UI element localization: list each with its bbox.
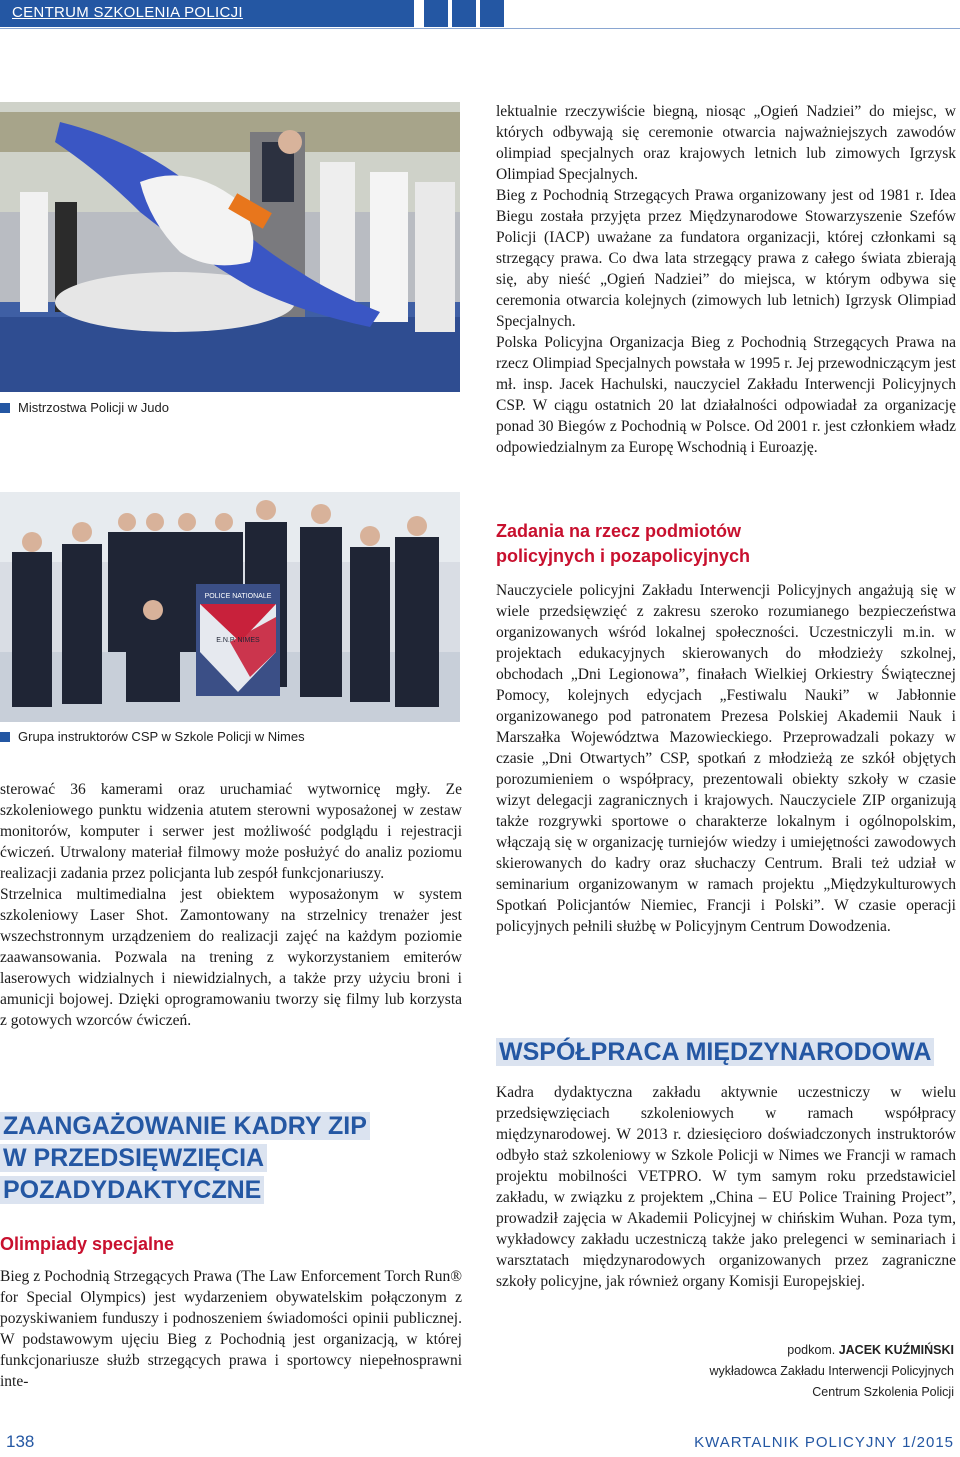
left-column-lower — [0, 1266, 462, 1392]
right-column-upper — [496, 101, 956, 458]
judo-caption-text: Mistrzostwa Policji w Judo — [18, 400, 169, 415]
section-title-line-3: POZADYDAKTYCZNE — [0, 1174, 462, 1206]
right-paragraph-4: Nauczyciele policyjni Zakładu Interwencji Policyjnych angażują się w wiele przedsięwzięć z zakresu szeroko rozumianego bezpieczeństwa organizowanych wśród lokalnej społeczności. Uczestniczyli m.in. w projektach edukacyjnych skierowanych do młodzieży szkolnej, obchodach „Dni Legionowa”, finałach Wielkiej Orkiestry Świątecznej Pomocy, kolejnych edycjach „Festiwalu Nauki” w Jabłonnie organizowanego pod patronatem Prezesa Polskiej Akademii Nauk i Marszałka Województwa Mazowieckiego. Przeprowadzali pokazy w czasie „Dni Otwartych” CSP, spotkań z młodzieżą ze szkół objętych porozumieniem o współpracy, prezentowali obiekty szkoły w czasie wizyt delegacji zagranicznych i krajowych. Nauczyciele ZIP organizują także rozgrywki sportowe o charakterze lokalnym i ogólnopolskim, włączają się w organizację turniejów wiedzy i umiejętności zawodowych skierowanych do kadry oraz słuchaczy Centrum. Brali też udział w seminarium organizowanym w ramach projektu „Międzykulturowych Spotkań Policjantów Niemiec, Francji i Polski”. W czasie operacji policyjnych pełnili służbę w Policyjnym Centrum Dowodzenia. — [496, 582, 956, 935]
sign-mid-text: E.N.P. NIMES — [216, 637, 260, 644]
right-paragraph-3: Polska Policyjna Organizacja Bieg z Pochodnią Strzegących Prawa na rzecz Olimpiad Specjalnych powstała w 1995 r. Jej przewodniczącym jest mł. insp. Jacek Hachulski, nauczyciel Zakładu Interwencji Policyjnych CSP. W ciągu ostatnich 20 lat działalności odpowiadał za organizację ponad 30 Biegów z Pochodnią w Polsce. Od 2001 r. jest członkiem władz odpowiedzialnym za Europę Wschodnią i Euroazję. — [496, 334, 956, 456]
author-role: wykładowca Zakładu Interwencji Policyjnych — [709, 1364, 954, 1378]
right-column-lower — [496, 1082, 956, 1292]
tasks-subtitle-line-1: Zadania na rzecz podmiotów — [496, 521, 742, 541]
judo-photo — [0, 102, 460, 392]
judo-photo-illustration — [0, 102, 460, 392]
author-signature — [709, 1340, 954, 1403]
header-title: CENTRUM SZKOLENIA POLICJI — [12, 4, 243, 21]
left-paragraph-1: sterować 36 kamerami oraz uruchamiać wytwornicę mgły. Ze szkoleniowego punktu widzenia atutem sterowni wyposażonej w zestaw monitorów, komputer i serwer jest możliwość podglądu i rejestracji ćwiczeń. Utrwalony materiał filmowy może posłużyć do analiz poziomu realizacji zadania przez policjanta lub zespół funkcjonariuszy. — [0, 781, 462, 882]
author-line — [709, 1340, 954, 1361]
header-bar — [0, 0, 414, 27]
left-paragraph-2: Strzelnica multimedialna jest obiektem wyposażonym w system szkoleniowy Laser Shot. Zamontowany na strzelnicy trenażer jest wszechstronnym urządzeniem do realizacji zajęć na każdym poziomie zaawansowania. Pozwala na trening z wykorzystaniem emiterów laserowych widzialnych i niewidzialnych, a także przy użyciu broni i amunicji bojowej. Dzięki oprogramowaniu tworzy się filmy lub korzysta z gotowych wzorców ćwiczeń. — [0, 886, 462, 1029]
international-heading: WSPÓŁPRACA MIĘDZYNARODOWA — [496, 1036, 934, 1068]
author-name: JACEK KUŹMIŃSKI — [838, 1343, 954, 1357]
right-paragraph-2: Bieg z Pochodnią Strzegących Prawa organizowany jest od 1981 r. Idea Biegu została przyjęta przez Międzynarodowe Stowarzyszenie Szefów Policji (IACP) uważane za fundatora organizacji, której członkami są strzegący prawa. Co dwa lata strzegący prawa z całego świata zbierają się, aby nieść „Ogień Nadziei” do miejsca, w którym odbywa się ceremonia otwarcia kolejnych (zimowych lub letnich) Igrzysk Olimpiad Specjalnych. — [496, 187, 956, 330]
header-square — [452, 0, 476, 27]
author-unit: Centrum Szkolenia Policji — [812, 1385, 954, 1399]
section-title-line-2: W PRZEDSIĘWZIĘCIA — [0, 1142, 462, 1174]
journal-title: KWARTALNIK POLICYJNY 1/2015 — [694, 1434, 954, 1451]
tasks-subtitle-line-2: policyjnych i pozapolicyjnych — [496, 546, 751, 566]
header-square — [424, 0, 448, 27]
caption-square-icon — [0, 403, 10, 413]
tasks-subtitle — [496, 519, 750, 569]
caption-square-icon — [0, 732, 10, 742]
group-caption-text: Grupa instruktorów CSP w Szkole Policji w Nimes — [18, 729, 305, 744]
group-caption — [0, 729, 305, 744]
olympics-subtitle: Olimpiady specjalne — [0, 1234, 175, 1254]
group-photo — [0, 492, 460, 722]
judo-caption — [0, 400, 169, 415]
author-rank: podkom. — [787, 1343, 836, 1357]
left-column-upper — [0, 779, 462, 1031]
section-title-line-1: ZAANGAŻOWANIE KADRY ZIP — [0, 1110, 462, 1142]
left-section-heading — [0, 1110, 462, 1206]
right-paragraph-5: Kadra dydaktyczna zakładu aktywnie uczestniczy w wielu przedsięwzięciach szkoleniowych w ramach współpracy międzynarodowej. W 2013 r. dziesięcioro doświadczonych instruktorów odbyło staż szkoleniowy w Szkole Policji w Nimes we Francji w ramach projektu mobilności VETPRO. W tym samym roku przedstawiciel zakładu, w związku z projektem „China – EU Police Training Project”, prowadził zajęcia w Akademii Policyjnej w chińskim Wuhan. Poza tym, wykładowcy zakładu uczestniczą także jako prelegenci w seminariach i warsztatach międzynarodowych organizowanych przez zagraniczne szkoły policyjne, jak również organy Komisji Europejskiej. — [496, 1084, 956, 1290]
right-paragraph-1: lektualnie rzeczywiście biegną, niosąc „Ogień Nadziei” do miejsc, w których odbywają się ceremonie otwarcia najważniejszych zawodów olimpiad specjalnych oraz krajowych letnich lub zimowych Igrzysk Olimpiad Specjalnych. — [496, 103, 956, 183]
right-column-middle — [496, 580, 956, 937]
header-square — [480, 0, 504, 27]
sign-top-text: POLICE NATIONALE — [204, 593, 272, 600]
header-rule — [0, 28, 960, 29]
left-paragraph-3: Bieg z Pochodnią Strzegących Prawa (The Law Enforcement Torch Run® for Special Olympics) jest wydarzeniem obywatelskim połączonym z pozyskiwaniem funduszy i podnoszeniem świadomości opinii publicznej. W podstawowym ujęciu Bieg z Pochodnią jest organizacją, w której funkcjonariusze służb strzegących prawa i sportowcy niepełnosprawni inte- — [0, 1268, 462, 1390]
page-number: 138 — [6, 1432, 35, 1451]
group-photo-illustration — [0, 492, 460, 722]
